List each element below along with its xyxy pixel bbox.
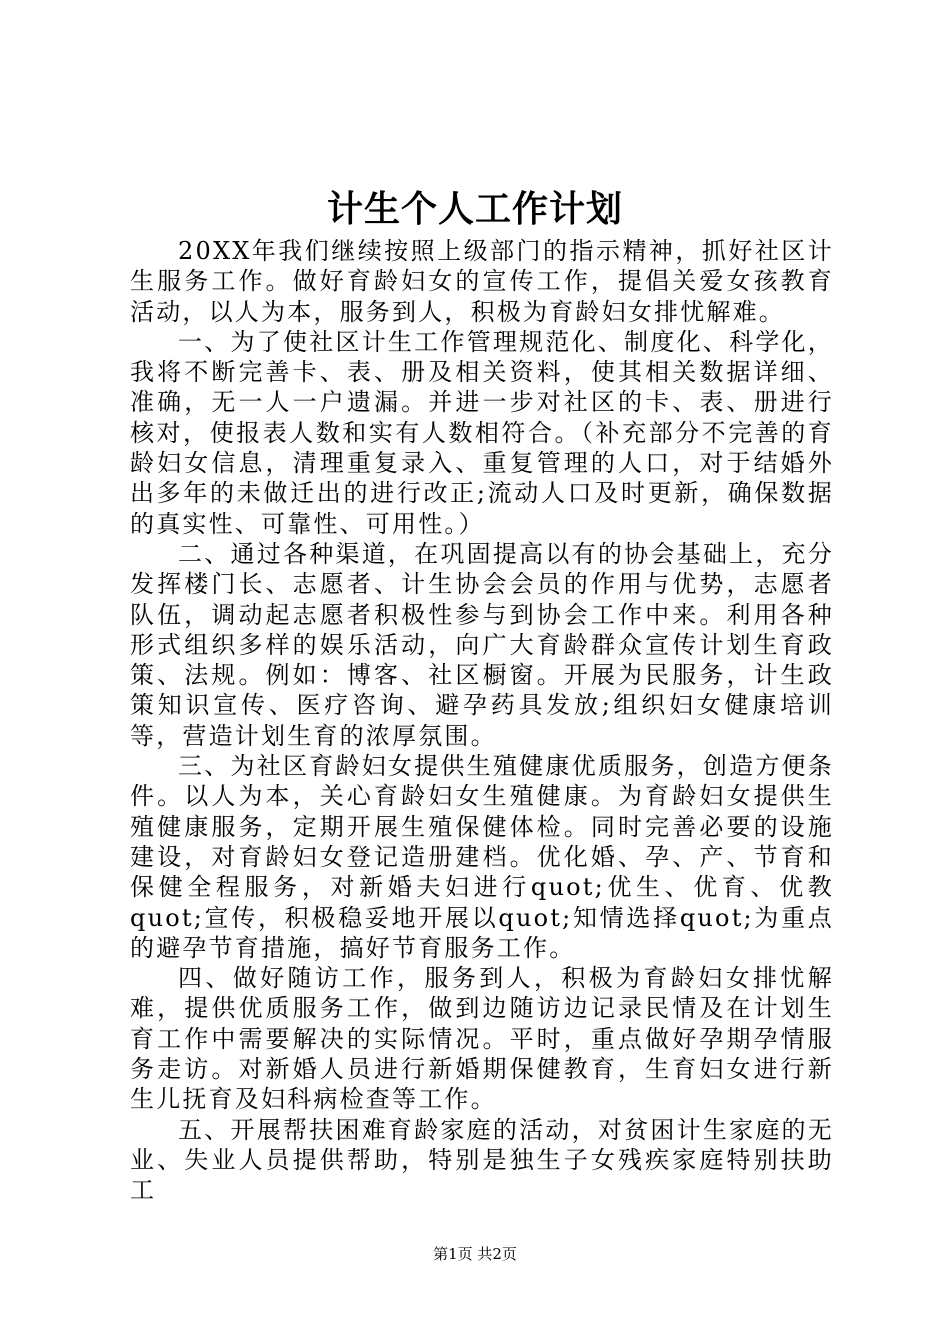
- paragraph-section-1: 一、为了使社区计生工作管理规范化、制度化、科学化，我将不断完善卡、表、册及相关资料，使其相关数据详细、准确，无一人一户遗漏。并进一步对社区的卡、表、册进行核对，使报表人数和实有人数相符合。（补充部分不完善的育龄妇女信息，清理重复录入、重复管理的人口，对于结婚外出多年的未做迁出的进行改正;流动人口及时更新，确保数据的真实性、可靠性、可用性。）: [130, 327, 834, 538]
- paragraph-intro: 20XX年我们继续按照上级部门的指示精神，抓好社区计生服务工作。做好育龄妇女的宣传工作，提倡关爱女孩教育活动，以人为本，服务到人，积极为育龄妇女排忧解难。: [130, 237, 834, 326]
- document-body: [130, 236, 834, 1206]
- paragraph-section-2: 二、通过各种渠道，在巩固提高以有的协会基础上，充分发挥楼门长、志愿者、计生协会会员的作用与优势，志愿者队伍，调动起志愿者积极性参与到协会工作中来。利用各种形式组织多样的娱乐活动，向广大育龄群众宣传计划生育政策、法规。例如：博客、社区橱窗。开展为民服务，计生政策知识宣传、医疗咨询、避孕药具发放;组织妇女健康培训等，营造计划生育的浓厚氛围。: [130, 539, 834, 750]
- paragraph-section-3: 三、为社区育龄妇女提供生殖健康优质服务，创造方便条件。以人为本，关心育龄妇女生殖健康。为育龄妇女提供生殖健康服务，定期开展生殖保健体检。同时完善必要的设施建设，对育龄妇女登记造册建档。优化婚、孕、产、节育和保健全程服务，对新婚夫妇进行quot;优生、优育、优教quot;宣传，积极稳妥地开展以quot;知情选择quot;为重点的避孕节育措施，搞好节育服务工作。: [130, 752, 834, 962]
- paragraph-section-4: 四、做好随访工作，服务到人，积极为育龄妇女排忧解难，提供优质服务工作，做到边随访边记录民情及在计划生育工作中需要解决的实际情况。平时，重点做好孕期孕情服务走访。对新婚人员进行新婚期保健教育，生育妇女进行新生儿抚育及妇科病检查等工作。: [130, 964, 834, 1114]
- page-number-footer: 第1页 共2页: [433, 1245, 517, 1263]
- document-title: 计生个人工作计划: [326, 188, 623, 230]
- paragraph-section-5: 五、开展帮扶困难育龄家庭的活动，对贫困计生家庭的无业、失业人员提供帮助，特别是独生子女残疾家庭特别扶助工: [130, 1115, 834, 1205]
